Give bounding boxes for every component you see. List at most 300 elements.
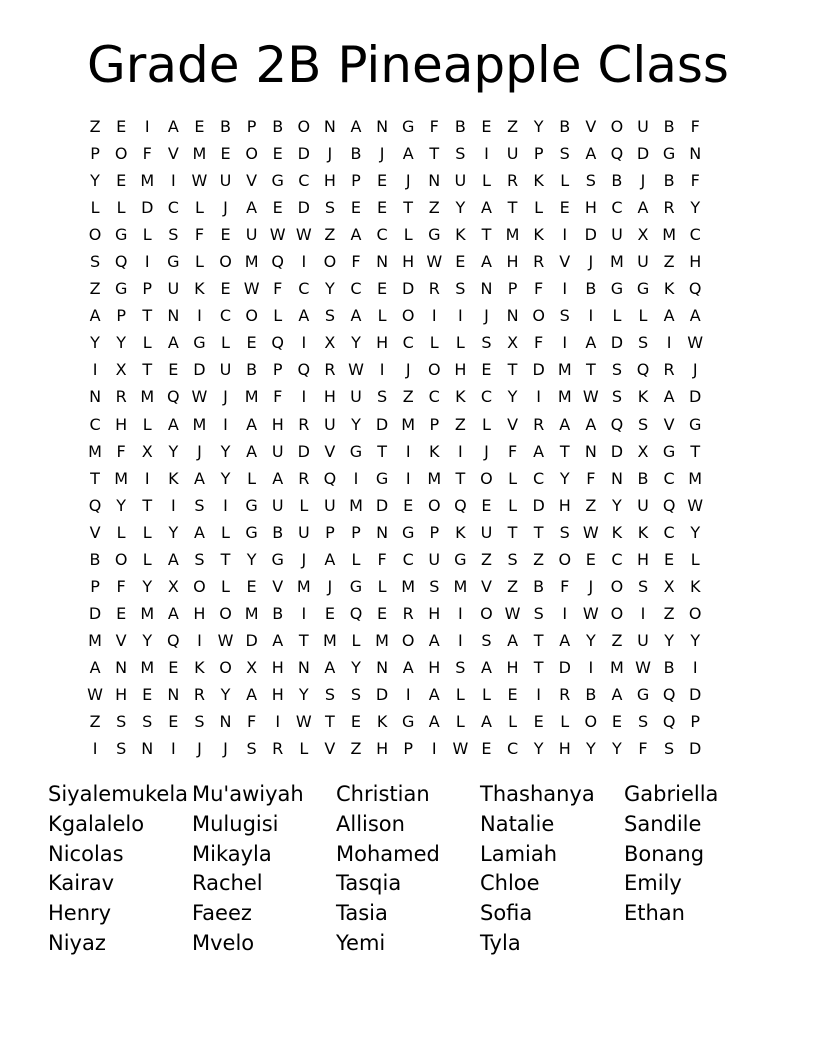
- grid-letter: A: [689, 306, 701, 326]
- grid-letter: W: [87, 684, 103, 704]
- grid-letter: Z: [480, 549, 492, 569]
- grid-letter: S: [116, 739, 127, 759]
- grid-letter: V: [246, 171, 258, 191]
- grid-letter: J: [327, 576, 333, 596]
- grid-letter: I: [692, 657, 698, 677]
- grid-letter: V: [585, 117, 597, 136]
- grid-letter: L: [481, 414, 491, 434]
- grid-letter: Y: [90, 171, 100, 191]
- grid-letter: G: [193, 333, 206, 353]
- grid-letter: Y: [664, 630, 674, 650]
- grid-letter: K: [689, 576, 701, 596]
- grid-letter: M: [401, 576, 416, 596]
- grid-letter: S: [611, 387, 622, 407]
- grid-letter: I: [92, 739, 98, 759]
- grid-letter: A: [246, 198, 258, 218]
- grid-letter: S: [194, 549, 205, 569]
- grid-row: [82, 356, 708, 383]
- grid-letter: U: [637, 252, 649, 272]
- grid-letter: Y: [690, 630, 701, 650]
- grid-letter: N: [323, 117, 336, 136]
- grid-letter: C: [428, 387, 440, 407]
- grid-letter: F: [534, 333, 544, 353]
- grid-letter: A: [428, 684, 440, 704]
- grid-letter: F: [507, 441, 518, 461]
- grid-letter: N: [219, 712, 232, 732]
- grid-letter: C: [480, 387, 493, 407]
- grid-letter: S: [324, 306, 335, 326]
- grid-letter: C: [402, 549, 414, 569]
- grid-letter: F: [116, 576, 126, 596]
- grid-letter: S: [350, 684, 362, 704]
- grid-letter: Y: [585, 630, 596, 650]
- grid-letter: T: [507, 198, 518, 218]
- grid-letter: A: [246, 441, 258, 461]
- grid-letter: M: [688, 468, 703, 488]
- grid-letter: G: [689, 414, 702, 434]
- grid-letter: E: [272, 144, 283, 164]
- grid-letter: C: [689, 225, 701, 245]
- grid-letter: P: [142, 279, 153, 299]
- grid-row: [82, 519, 708, 546]
- grid-letter: N: [610, 468, 623, 488]
- grid-letter: F: [273, 279, 283, 299]
- grid-letter: D: [558, 657, 571, 677]
- grid-row: [82, 492, 708, 519]
- grid-letter: E: [116, 117, 127, 136]
- grid-row: [82, 167, 708, 194]
- word-list-item: Ethan: [624, 901, 685, 926]
- grid-letter: O: [401, 630, 415, 650]
- grid-letter: E: [272, 198, 283, 218]
- grid-letter: L: [508, 712, 517, 732]
- grid-letter: P: [533, 144, 544, 164]
- grid-letter: P: [690, 712, 701, 732]
- grid-letter: R: [533, 252, 545, 272]
- grid-letter: D: [532, 495, 545, 515]
- grid-letter: H: [323, 171, 336, 191]
- grid-letter: B: [663, 117, 675, 136]
- grid-letter: Z: [585, 495, 597, 515]
- grid-letter: A: [559, 630, 571, 650]
- grid-letter: F: [560, 576, 570, 596]
- grid-letter: U: [271, 441, 284, 461]
- grid-letter: L: [142, 549, 152, 569]
- grid-letter: M: [244, 252, 259, 272]
- grid-letter: U: [324, 414, 336, 434]
- grid-letter: H: [428, 657, 441, 677]
- grid-letter: T: [533, 630, 544, 650]
- grid-letter: D: [689, 387, 702, 407]
- grid-letter: I: [379, 360, 385, 380]
- grid-letter: Q: [297, 360, 311, 380]
- grid-letter: A: [507, 630, 519, 650]
- grid-letter: I: [405, 684, 411, 704]
- grid-letter: P: [272, 360, 283, 380]
- grid-row: [82, 302, 708, 329]
- grid-letter: K: [429, 441, 440, 461]
- grid-letter: H: [115, 684, 128, 704]
- grid-letter: Y: [585, 739, 596, 759]
- grid-letter: C: [350, 279, 362, 299]
- grid-letter: Y: [612, 495, 622, 515]
- grid-letter: G: [636, 684, 650, 704]
- grid-letter: N: [376, 657, 389, 677]
- grid-letter: Q: [271, 333, 284, 353]
- grid-letter: L: [481, 171, 491, 191]
- grid-letter: E: [377, 198, 388, 218]
- grid-letter: X: [637, 441, 649, 461]
- grid-letter: A: [585, 144, 597, 164]
- grid-letter: E: [481, 360, 492, 380]
- grid-letter: M: [296, 576, 311, 596]
- grid-letter: B: [246, 360, 258, 380]
- grid-letter: M: [192, 414, 207, 434]
- grid-letter: L: [194, 198, 204, 218]
- grid-letter: D: [375, 495, 389, 515]
- grid-letter: M: [505, 225, 520, 245]
- grid-letter: B: [272, 117, 284, 136]
- word-list-item: Mulugisi: [192, 811, 279, 836]
- grid-letter: I: [431, 739, 437, 759]
- grid-letter: L: [142, 414, 152, 434]
- grid-letter: Y: [325, 279, 335, 299]
- grid-letter: L: [142, 333, 152, 353]
- grid-letter: M: [662, 225, 677, 245]
- grid-letter: Y: [351, 333, 361, 353]
- grid-letter: D: [636, 144, 650, 164]
- grid-letter: A: [480, 252, 492, 272]
- grid-letter: I: [562, 603, 568, 623]
- grid-letter: G: [662, 441, 676, 461]
- word-list-item: Henry: [48, 901, 112, 926]
- grid-letter: L: [194, 252, 204, 272]
- grid-letter: V: [115, 630, 127, 650]
- grid-letter: M: [557, 387, 572, 407]
- grid-letter: S: [664, 739, 675, 759]
- grid-letter: R: [428, 279, 440, 299]
- grid-letter: J: [484, 441, 489, 461]
- grid-letter: J: [301, 549, 307, 569]
- grid-letter: I: [562, 225, 568, 245]
- grid-letter: E: [246, 576, 257, 596]
- grid-letter: W: [269, 225, 286, 245]
- grid-letter: O: [323, 252, 337, 272]
- grid-letter: S: [429, 576, 440, 596]
- grid-letter: B: [559, 117, 571, 136]
- grid-row: [82, 681, 708, 708]
- grid-letter: U: [428, 549, 441, 569]
- grid-letter: O: [88, 225, 102, 245]
- grid-letter: N: [115, 657, 128, 677]
- grid-letter: I: [144, 117, 150, 136]
- grid-letter: E: [116, 171, 127, 191]
- grid-letter: Z: [663, 603, 675, 623]
- grid-letter: B: [533, 576, 545, 596]
- grid-letter: M: [88, 441, 102, 461]
- grid-row: [82, 113, 708, 140]
- grid-row: [82, 194, 708, 221]
- grid-letter: D: [402, 279, 415, 299]
- word-list-item: Bonang: [624, 841, 705, 866]
- grid-letter: W: [687, 495, 704, 515]
- grid-letter: D: [375, 684, 389, 704]
- grid-letter: A: [350, 117, 362, 136]
- grid-letter: Y: [559, 468, 570, 488]
- grid-letter: Q: [271, 252, 284, 272]
- grid-letter: A: [350, 306, 362, 326]
- grid-letter: E: [611, 712, 622, 732]
- grid-letter: C: [663, 468, 675, 488]
- grid-letter: S: [324, 684, 335, 704]
- grid-letter: I: [197, 306, 202, 326]
- grid-letter: M: [401, 414, 416, 434]
- grid-letter: G: [428, 225, 441, 245]
- word-list-item: Thashanya: [480, 782, 595, 806]
- grid-letter: V: [663, 414, 675, 434]
- grid-letter: T: [90, 468, 100, 488]
- grid-letter: L: [221, 333, 230, 353]
- grid-letter: U: [506, 144, 519, 164]
- grid-row: [82, 248, 708, 275]
- grid-letter: P: [507, 279, 518, 299]
- grid-letter: Y: [298, 684, 309, 704]
- grid-letter: L: [377, 306, 387, 326]
- grid-letter: D: [532, 360, 545, 380]
- grid-letter: I: [458, 441, 463, 461]
- grid-letter: P: [325, 522, 335, 542]
- grid-letter: F: [586, 468, 596, 488]
- grid-letter: X: [637, 225, 649, 245]
- grid-letter: B: [611, 171, 623, 191]
- grid-letter: H: [323, 387, 336, 407]
- grid-letter: Z: [533, 549, 545, 569]
- grid-letter: M: [192, 144, 207, 164]
- grid-letter: R: [559, 684, 571, 704]
- grid-letter: I: [275, 712, 281, 732]
- grid-letter: E: [246, 333, 257, 353]
- word-list-item: Tyla: [480, 930, 521, 955]
- grid-letter: M: [88, 630, 102, 650]
- grid-row: [82, 411, 708, 438]
- grid-letter: P: [351, 522, 361, 542]
- grid-letter: K: [611, 522, 623, 542]
- grid-letter: H: [271, 414, 284, 434]
- grid-letter: A: [167, 549, 179, 569]
- grid-letter: F: [194, 225, 205, 245]
- grid-letter: I: [562, 279, 568, 299]
- grid-letter: G: [271, 549, 284, 569]
- grid-letter: A: [585, 414, 597, 434]
- grid-letter: B: [663, 171, 675, 191]
- grid-letter: A: [167, 333, 179, 353]
- grid-letter: Z: [663, 252, 675, 272]
- grid-letter: B: [585, 279, 597, 299]
- grid-letter: F: [638, 739, 648, 759]
- grid-letter: N: [376, 117, 389, 136]
- grid-letter: M: [349, 495, 363, 515]
- grid-letter: J: [223, 198, 228, 218]
- grid-letter: S: [116, 712, 127, 732]
- grid-letter: V: [559, 252, 571, 272]
- grid-letter: A: [193, 522, 205, 542]
- grid-letter: J: [223, 739, 228, 759]
- grid-letter: N: [428, 171, 441, 191]
- grid-letter: M: [140, 603, 155, 623]
- grid-letter: U: [245, 225, 258, 245]
- grid-letter: J: [327, 144, 333, 164]
- grid-letter: E: [220, 144, 231, 164]
- grid-letter: D: [141, 198, 154, 218]
- grid-letter: W: [426, 252, 443, 272]
- grid-letter: G: [245, 495, 258, 515]
- grid-letter: E: [403, 495, 414, 515]
- grid-letter: S: [637, 712, 649, 732]
- grid-letter: E: [377, 171, 388, 191]
- grid-letter: O: [193, 576, 206, 596]
- grid-letter: E: [116, 603, 127, 623]
- grid-letter: K: [663, 279, 675, 299]
- grid-letter: Y: [455, 198, 466, 218]
- grid-letter: S: [377, 387, 388, 407]
- word-column: [48, 780, 192, 959]
- grid-letter: H: [689, 252, 702, 272]
- grid-letter: L: [560, 171, 570, 191]
- grid-letter: K: [533, 171, 544, 191]
- grid-letter: Y: [533, 739, 544, 759]
- grid-letter: E: [168, 360, 179, 380]
- grid-letter: A: [324, 549, 336, 569]
- grid-letter: G: [114, 279, 128, 299]
- grid-letter: B: [637, 468, 649, 488]
- grid-letter: P: [351, 171, 361, 191]
- grid-letter: N: [167, 306, 180, 326]
- grid-letter: T: [533, 657, 544, 677]
- word-list-item: Christian: [336, 782, 430, 806]
- grid-letter: A: [402, 657, 414, 677]
- grid-letter: E: [324, 603, 335, 623]
- grid-letter: L: [638, 306, 648, 326]
- grid-letter: T: [142, 495, 153, 515]
- grid-row: [82, 627, 708, 654]
- word-list-item: Mikayla: [192, 841, 272, 866]
- grid-row: [82, 221, 708, 248]
- grid-letter: Q: [454, 495, 467, 515]
- grid-letter: Z: [507, 576, 519, 596]
- grid-letter: Q: [167, 630, 180, 650]
- grid-letter: P: [429, 522, 440, 542]
- grid-letter: I: [431, 306, 437, 326]
- grid-letter: T: [403, 198, 414, 218]
- word-column: [480, 780, 624, 959]
- grid-letter: A: [480, 657, 492, 677]
- grid-letter: A: [402, 144, 414, 164]
- grid-letter: G: [401, 522, 415, 542]
- grid-letter: Y: [90, 333, 100, 353]
- grid-letter: S: [507, 549, 518, 569]
- grid-letter: Y: [142, 630, 153, 650]
- grid-letter: O: [219, 603, 232, 623]
- grid-letter: E: [455, 252, 466, 272]
- grid-letter: E: [194, 117, 205, 136]
- grid-letter: H: [271, 657, 284, 677]
- grid-letter: S: [637, 333, 649, 353]
- grid-letter: S: [559, 306, 570, 326]
- grid-letter: A: [272, 630, 284, 650]
- word-list-item: Siyalemukela: [48, 782, 189, 806]
- grid-letter: G: [114, 225, 128, 245]
- grid-letter: L: [690, 549, 700, 569]
- grid-letter: H: [558, 739, 571, 759]
- grid-letter: C: [506, 739, 519, 759]
- grid-letter: R: [663, 360, 675, 380]
- grid-letter: M: [610, 657, 624, 677]
- grid-letter: W: [504, 603, 521, 623]
- grid-letter: H: [376, 739, 389, 759]
- grid-letter: G: [401, 712, 415, 732]
- grid-letter: U: [271, 495, 284, 515]
- grid-letter: L: [142, 225, 152, 245]
- grid-letter: O: [427, 360, 441, 380]
- grid-letter: H: [115, 414, 128, 434]
- grid-letter: W: [635, 657, 651, 677]
- grid-letter: M: [375, 630, 389, 650]
- grid-letter: B: [220, 117, 231, 136]
- grid-letter: D: [610, 441, 624, 461]
- grid-letter: J: [197, 739, 202, 759]
- grid-letter: E: [168, 712, 179, 732]
- letter-grid: [82, 113, 708, 762]
- grid-letter: Y: [690, 198, 701, 218]
- grid-letter: A: [324, 657, 336, 677]
- grid-letter: O: [610, 603, 624, 623]
- grid-letter: T: [690, 441, 701, 461]
- grid-letter: F: [116, 441, 126, 461]
- grid-letter: N: [689, 144, 702, 164]
- grid-letter: S: [611, 360, 622, 380]
- grid-row: [82, 708, 708, 735]
- grid-letter: H: [193, 603, 206, 623]
- word-list-item: Tasqia: [336, 871, 402, 896]
- grid-letter: Z: [402, 387, 414, 407]
- grid-letter: O: [610, 576, 624, 596]
- grid-letter: E: [220, 279, 231, 299]
- grid-letter: F: [247, 712, 257, 732]
- grid-letter: Q: [114, 252, 128, 272]
- grid-letter: I: [640, 603, 646, 623]
- grid-letter: G: [401, 117, 415, 136]
- grid-letter: R: [506, 171, 519, 191]
- grid-letter: N: [167, 684, 180, 704]
- grid-letter: V: [272, 576, 284, 596]
- grid-letter: R: [298, 468, 310, 488]
- grid-letter: N: [506, 306, 519, 326]
- grid-letter: P: [429, 414, 440, 434]
- grid-letter: B: [663, 657, 675, 677]
- grid-letter: U: [611, 225, 623, 245]
- grid-letter: G: [245, 522, 258, 542]
- grid-row: [82, 546, 708, 573]
- grid-letter: L: [429, 333, 439, 353]
- grid-letter: H: [506, 657, 519, 677]
- grid-letter: L: [273, 306, 283, 326]
- word-list-item: Mohamed: [336, 841, 440, 866]
- grid-letter: A: [298, 306, 310, 326]
- grid-letter: S: [585, 171, 596, 191]
- grid-letter: W: [687, 333, 704, 353]
- word-list-item: Lamiah: [480, 841, 558, 866]
- grid-letter: T: [429, 144, 440, 164]
